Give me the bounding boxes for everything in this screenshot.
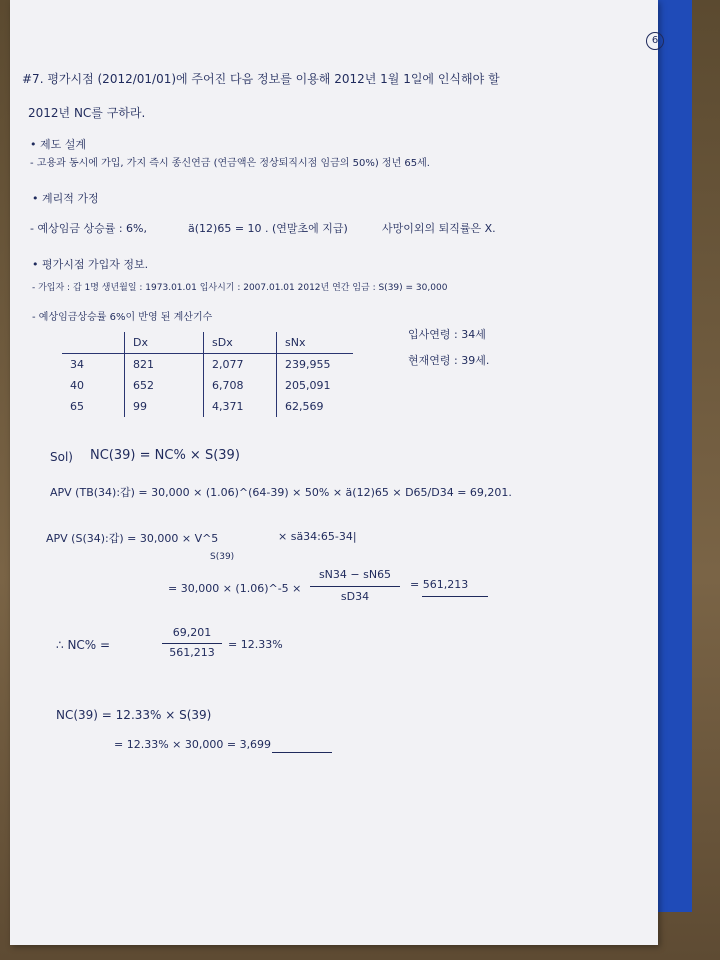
sol-label: Sol) [50,450,73,464]
table-header [62,332,125,354]
final-underline [272,752,332,753]
table-cell: 62,569 [285,400,324,413]
nc-pct-num: 69,201 [172,626,212,639]
commutation-table [62,332,353,417]
bullet-plan-design: • 제도 설계 [30,138,86,151]
table-row [62,396,353,417]
table-cell: 99 [125,396,204,417]
nc-pct-den: 561,213 [169,646,215,659]
table-cell: 821 [125,354,204,376]
side-note-current-age: 현재연령 : 39세. [408,354,490,367]
apv-s-frac-num: sN34 − sN65 [318,568,392,581]
nc-formula: NC(39) = NC% × S(39) [90,448,240,463]
handwritten-page [10,0,658,945]
nc-pct-label: ∴ NC% = [56,638,111,652]
problem-line-2: 2012년 NC를 구하라. [28,106,146,120]
problem-line-1: #7. 평가시점 (2012/01/01)에 주어진 다음 정보를 이용해 2012년 1월 1일에 인식해야 할 [22,72,500,86]
apv-s-result: = 561,213 [410,578,469,591]
apv-tb-formula: APV (TB(34):갑) = 30,000 × (1.06)^(64-39) × 50% × ä(12)65 × D65/D34 = 69,201. [50,486,512,499]
table-row [62,375,353,396]
table-cell: 2,077 [204,354,277,376]
apv-s-sub: S(39) [210,552,235,562]
table-cell: 65 [62,396,125,417]
table-cell: 40 [62,375,125,396]
final-line-2: = 12.33% × 30,000 = 3,699 [114,738,272,751]
bullet-plan-detail: - 고용과 동시에 가입, 가지 즉시 종신연금 (연금액은 정상퇴직시점 임금의 50%) 정년 65세. [30,158,430,169]
table-header: Dx [125,332,204,354]
fraction-bar [310,586,400,587]
table-header-row [62,332,353,354]
table-cell: 34 [62,354,125,376]
result-underline [422,596,488,597]
table-cell: 239,955 [285,358,331,371]
table-header: sNx [277,332,354,354]
table-row [62,354,353,376]
fraction-bar [162,643,222,644]
bullet-member-detail: - 가입자 : 갑 1명 생년월일 : 1973.01.01 입사시기 : 2007.01.01 2012년 연간 임금 : S(39) = 30,000 [32,283,448,293]
final-line-1: NC(39) = 12.33% × S(39) [56,708,212,722]
side-note-entry-age: 입사연령 : 34세 [408,328,486,341]
table-cell: 205,091 [285,379,331,392]
table-cell: 652 [125,375,204,396]
table-cell: 6,708 [204,375,277,396]
bullet-actuarial: • 계리적 가정 [32,192,99,205]
table-cell: 4,371 [204,396,277,417]
table-header: sDx [204,332,277,354]
apv-s-frac-den: sD34 [340,590,370,603]
bullet-withdrawal: 사망이외의 퇴직률은 X. [382,222,496,235]
annuity-note: ä(12)65 = 10 . (연말초에 지급) [188,222,348,235]
page-number: 6 [646,32,664,50]
bullet-commutation: - 예상임금상승률 6%이 반영 된 계산기수 [32,312,213,323]
apv-s-line2: = 30,000 × (1.06)^-5 × [168,582,302,595]
apv-s-left: APV (S(34):갑) = 30,000 × V^5 [46,532,219,545]
bullet-salary-rate: - 예상임금 상승률 : 6%, [30,222,147,235]
apv-s-right: × sä34:65-34| [278,530,357,543]
bullet-member-info: • 평가시점 가입자 정보. [32,258,149,271]
nc-pct-result: = 12.33% [228,638,283,651]
